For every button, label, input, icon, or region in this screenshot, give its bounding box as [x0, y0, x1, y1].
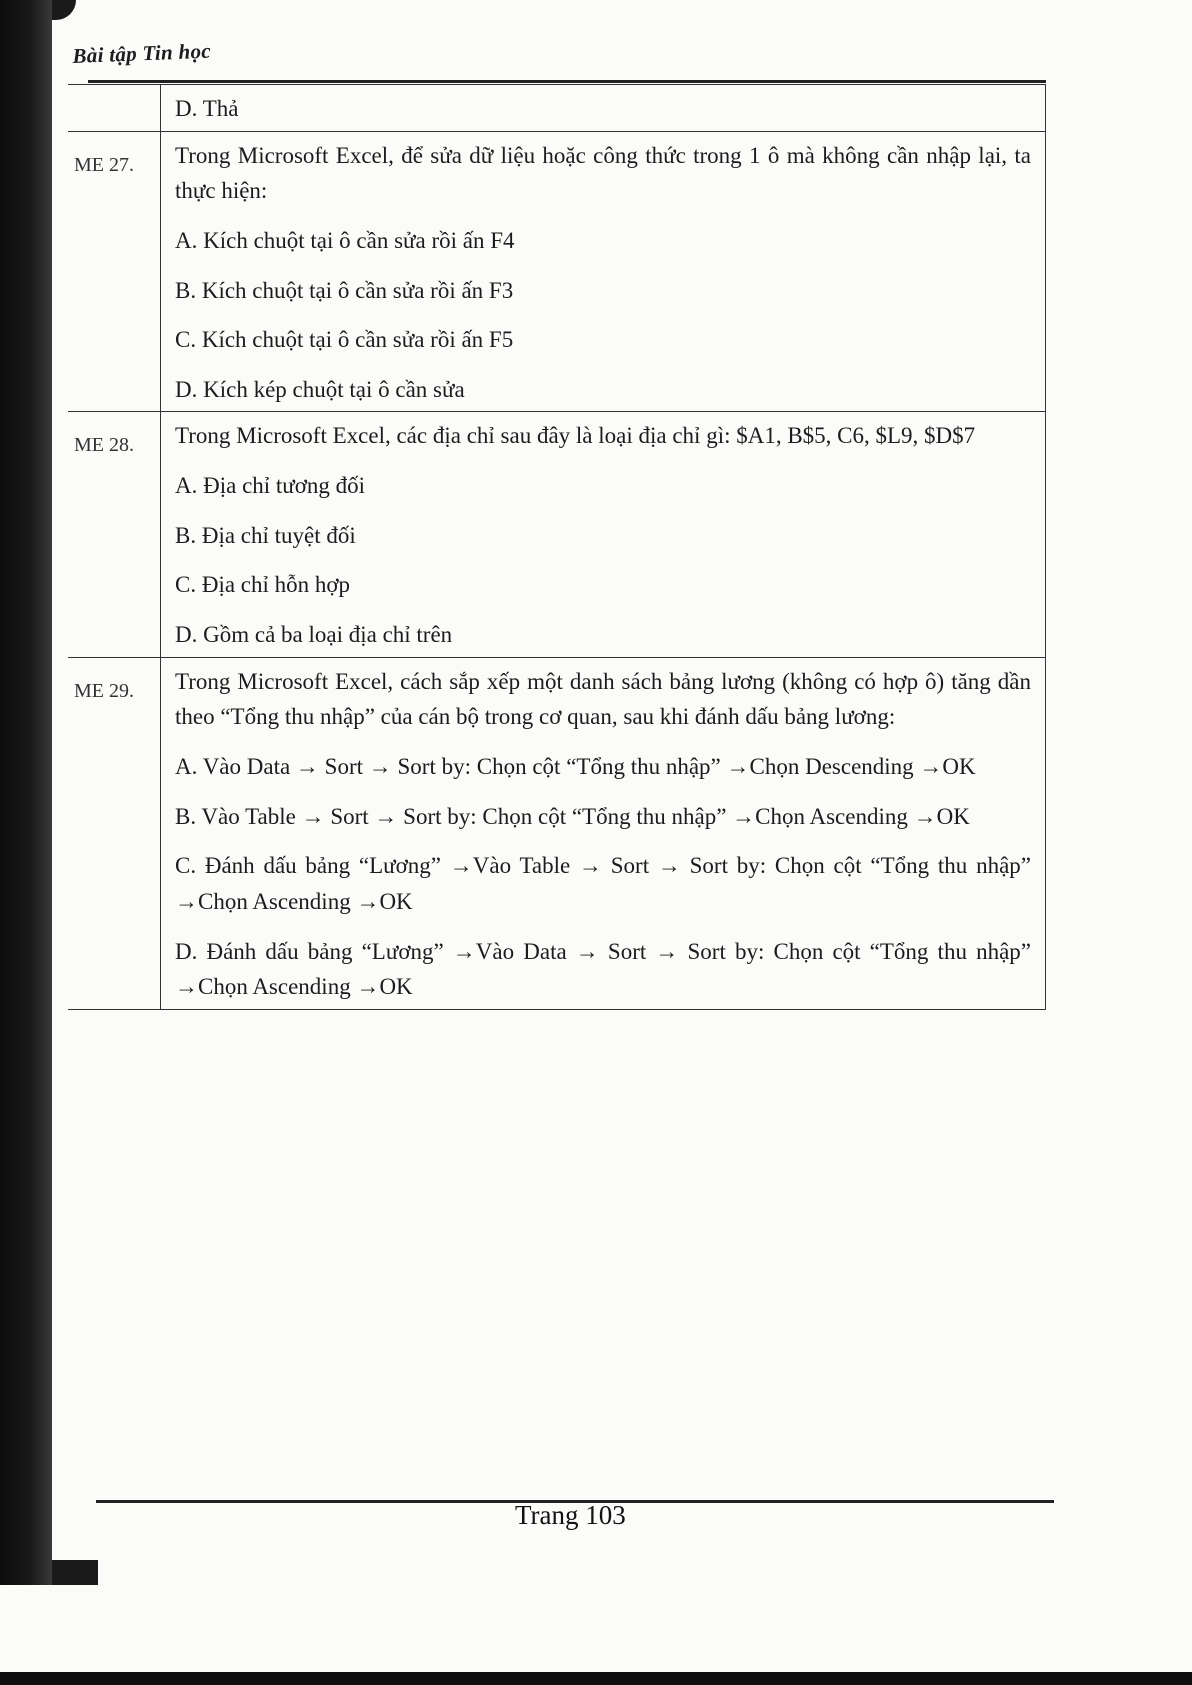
question-table: [68, 84, 1046, 1010]
book-spine-shadow: [0, 0, 52, 1585]
answer-option: C. Đánh dấu bảng “Lương” →Vào Table → Sort → Sort by: Chọn cột “Tổng thu nhập” →Chọn Ascending →OK: [175, 853, 1031, 914]
answer-option: B. Địa chỉ tuyệt đối: [175, 522, 356, 548]
question-table-container: [68, 84, 1046, 1010]
question-table-body: [68, 85, 1046, 1010]
question-number: ME 27.: [68, 131, 161, 412]
book-spine-corner: [52, 0, 76, 20]
question-content: [161, 85, 1046, 132]
answer-option: A. Vào Data → Sort → Sort by: Chọn cột “Tổng thu nhập” →Chọn Descending →OK: [175, 753, 976, 779]
question-content: [161, 657, 1046, 1009]
answer-option: D. Đánh dấu bảng “Lương” →Vào Data → Sort → Sort by: Chọn cột “Tổng thu nhập” →Chọn Ascending →OK: [175, 938, 1031, 1000]
answer-option: D. Kích kép chuột tại ô cần sửa: [175, 376, 465, 402]
question-stem: Trong Microsoft Excel, cách sắp xếp một danh sách bảng lương (không có hợp ô) tăng dần theo “Tổng thu nhập” của cán bộ trong cơ quan, sau khi đánh dấu bảng lương:: [175, 668, 1031, 730]
question-content: [161, 412, 1046, 657]
header-rule: [88, 80, 1046, 83]
book-spine-foot: [52, 1560, 98, 1585]
answer-option: C. Kích chuột tại ô cần sửa rồi ấn F5: [175, 327, 514, 353]
question-number: ME 29.: [68, 657, 161, 1009]
question-number: [68, 85, 161, 132]
running-header-title: Bài tập Tin học: [72, 38, 212, 68]
question-row: [68, 131, 1046, 412]
answer-option: C. Địa chỉ hỗn hợp: [175, 572, 351, 598]
page-number: Trang 103: [515, 1500, 626, 1530]
question-row: [68, 412, 1046, 657]
answer-option: D. Thả: [175, 96, 239, 121]
question-number: ME 28.: [68, 412, 161, 657]
answer-option: A. Kích chuột tại ô cần sửa rồi ấn F4: [175, 227, 515, 253]
answer-option: D. Gồm cả ba loại địa chỉ trên: [175, 622, 453, 648]
answer-option: B. Kích chuột tại ô cần sửa rồi ấn F3: [175, 277, 514, 303]
answer-option: B. Vào Table → Sort → Sort by: Chọn cột “Tổng thu nhập” →Chọn Ascending →OK: [175, 803, 970, 829]
answer-option: A. Địa chỉ tương đối: [175, 473, 366, 499]
scan-bottom-edge: [0, 1672, 1192, 1685]
question-stem: Trong Microsoft Excel, các địa chỉ sau đây là loại địa chỉ gì: $A1, B$5, C6, $L9, $D$7: [175, 423, 976, 449]
question-row: [68, 657, 1046, 1009]
question-stem: Trong Microsoft Excel, để sửa dữ liệu hoặc công thức trong 1 ô mà không cần nhập lại, ta thực hiện:: [175, 142, 1031, 204]
question-content: [161, 131, 1046, 412]
question-row: [68, 85, 1046, 132]
